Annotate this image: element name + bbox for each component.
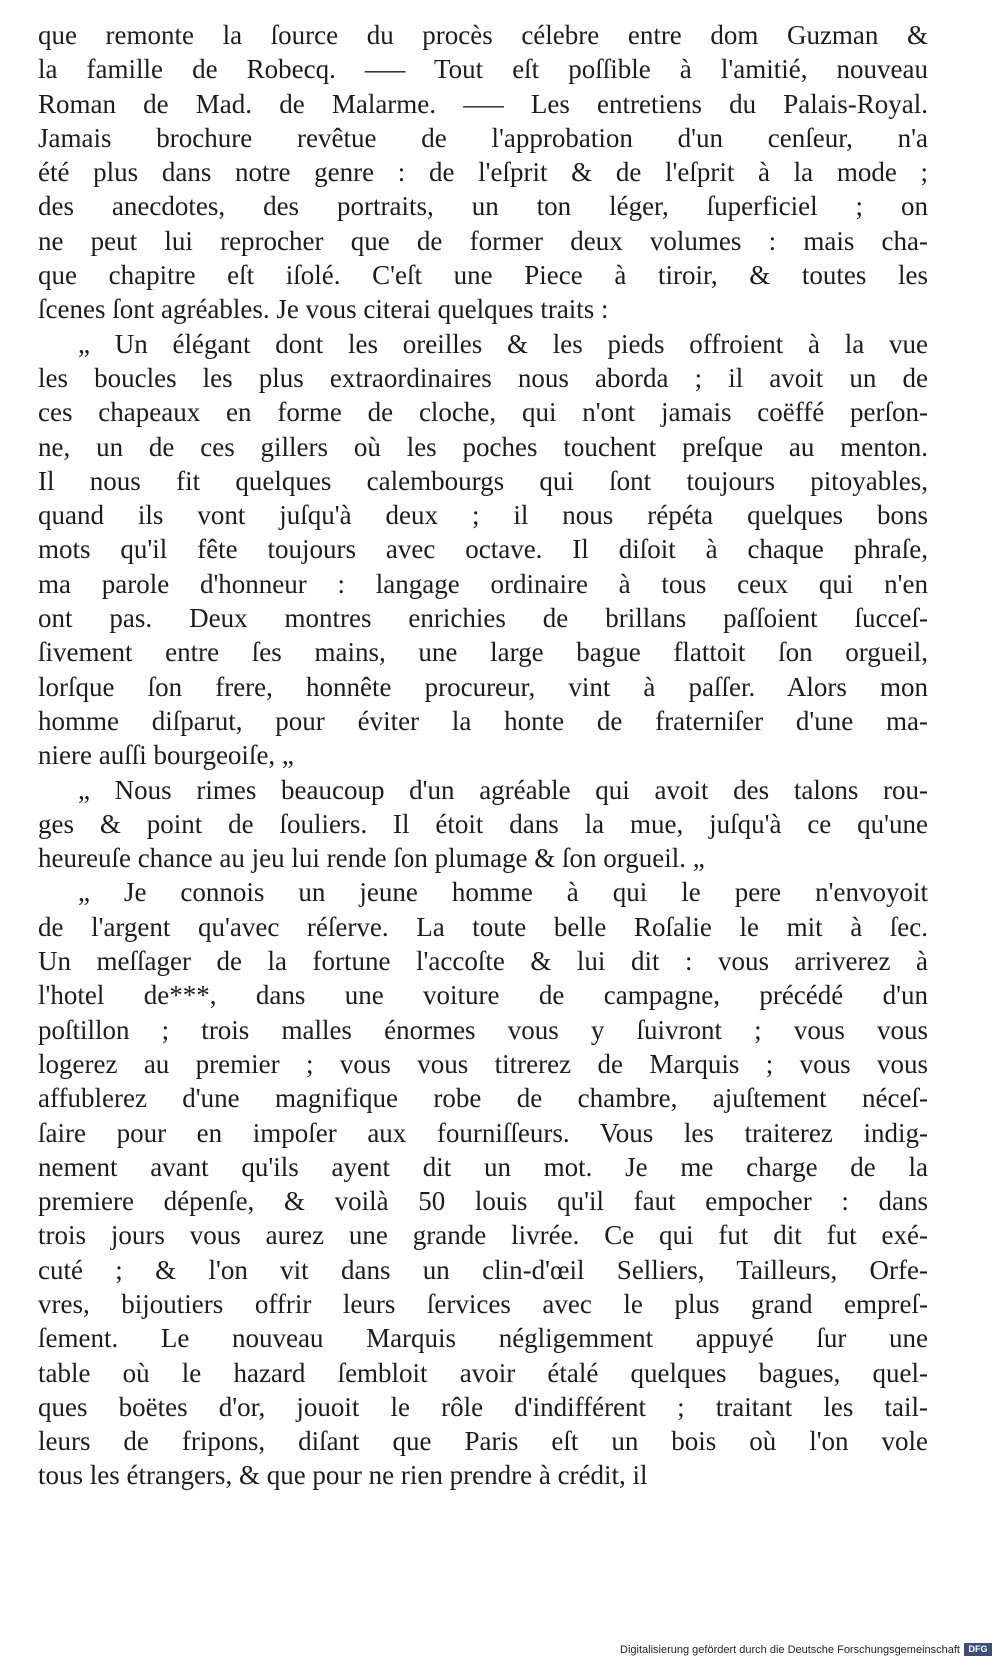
text-line: nement avant qu'ils ayent dit un mot. Je me charge de la	[38, 1151, 928, 1182]
text-line: ges & point de ſouliers. Il étoit dans la mue, juſqu'à ce qu'une	[38, 808, 928, 839]
text-line: logerez au premier ; vous vous titrerez de Marquis ; vous vous	[38, 1048, 928, 1079]
text-line: quand ils vont juſqu'à deux ; il nous répéta quelques bons	[38, 500, 928, 531]
text-line: ſcenes ſont agréables. Je vous citerai quelques traits :	[38, 294, 609, 325]
text-line: les boucles les plus extraordinaires nous aborda ; il avoit un de	[38, 362, 928, 393]
text-line: ne peut lui reprocher que de former deux volumes : mais cha-	[38, 225, 928, 256]
text-line: de l'argent qu'avec réſerve. La toute belle Roſalie le mit à ſec.	[38, 911, 928, 942]
dfg-logo-icon: DFG	[964, 1643, 992, 1656]
text-line: ont pas. Deux montres enrichies de brillans paſſoient ſucceſ-	[38, 603, 928, 634]
text-line: cuté ; & l'on vit dans un clin-d'œil Selliers, Tailleurs, Orfe-	[38, 1254, 928, 1285]
text-line: l'hotel de***, dans une voiture de campagne, précédé d'un	[38, 980, 928, 1011]
text-line: ſivement entre ſes mains, une large bague flattoit ſon orgueil,	[38, 637, 928, 668]
text-line: ne, un de ces gillers où les poches touchent preſque au menton.	[38, 431, 928, 462]
text-line: que remonte la ſource du procès célebre entre dom Guzman &	[38, 20, 928, 50]
text-line: affublerez d'une magnifique robe de chambre, ajuſtement néceſ-	[38, 1083, 928, 1114]
text-line: lorſque ſon frere, honnête procureur, vint à paſſer. Alors mon	[38, 671, 928, 702]
text-line: ques boëtes d'or, jouoit le rôle d'indifférent ; traitant les tail-	[38, 1391, 928, 1422]
text-line: été plus dans notre genre : de l'eſprit & de l'eſprit à la mode ;	[38, 157, 928, 188]
text-line: ces chapeaux en forme de cloche, qui n'ont jamais coëffé perſon-	[38, 397, 928, 428]
text-line: „ Nous rimes beaucoup d'un agréable qui avoit des talons rou-	[78, 774, 928, 805]
text-line: des anecdotes, des portraits, un ton léger, ſuperficiel ; on	[38, 191, 928, 222]
text-line: que chapitre eſt iſolé. C'eſt une Piece à tiroir, & toutes les	[38, 260, 928, 291]
text-line: homme diſparut, pour éviter la honte de fraterniſer d'une ma-	[38, 705, 928, 736]
text-line: vres, bijoutiers offrir leurs ſervices avec le plus grand empreſ-	[38, 1288, 928, 1319]
text-line: ma parole d'honneur : langage ordinaire à tous ceux qui n'en	[38, 568, 928, 599]
text-line: poſtillon ; trois malles énormes vous y ſuivront ; vous vous	[38, 1014, 928, 1045]
digitization-credit: Digitalisierung gefördert durch die Deutsche Forschungsgemeinschaft	[620, 1644, 960, 1656]
text-line: la famille de Robecq. ––– Tout eſt poſſible à l'amitié, nouveau	[38, 54, 928, 85]
text-line: niere auſſi bourgeoiſe, „	[38, 740, 294, 771]
text-line: mots qu'il fête toujours avec octave. Il diſoit à chaque phraſe,	[38, 534, 928, 565]
text-line: table où le hazard ſembloit avoir étalé quelques bagues, quel-	[38, 1357, 928, 1388]
text-line: Jamais brochure revêtue de l'approbation d'un cenſeur, n'a	[38, 122, 928, 153]
body-text	[38, 18, 928, 1493]
text-line: ſement. Le nouveau Marquis négligemment appuyé ſur une	[38, 1323, 928, 1354]
text-line: trois jours vous aurez une grande livrée. Ce qui fut dit fut exé-	[38, 1220, 928, 1251]
text-line: „ Un élégant dont les oreilles & les pieds offroient à la vue	[78, 328, 928, 359]
text-line: Il nous fit quelques calembourgs qui ſont toujours pitoyables,	[38, 465, 928, 496]
text-line: Un meſſager de la fortune l'accoſte & lui dit : vous arriverez à	[38, 946, 928, 977]
text-line: tous les étrangers, & que pour ne rien prendre à crédit, il	[38, 1460, 648, 1491]
text-line: heureuſe chance au jeu lui rende ſon plumage & ſon orgueil. „	[38, 843, 705, 874]
text-line: „ Je connois un jeune homme à qui le pere n'envoyoit	[78, 877, 928, 908]
text-line: Roman de Mad. de Malarme. ––– Les entretiens du Palais-Royal.	[38, 88, 928, 119]
text-line: premiere dépenſe, & voilà 50 louis qu'il faut empocher : dans	[38, 1186, 928, 1217]
text-line: ſaire pour en impoſer aux fourniſſeurs. Vous les traiterez indig-	[38, 1117, 928, 1148]
text-line: leurs de fripons, diſant que Paris eſt un bois où l'on vole	[38, 1426, 928, 1457]
